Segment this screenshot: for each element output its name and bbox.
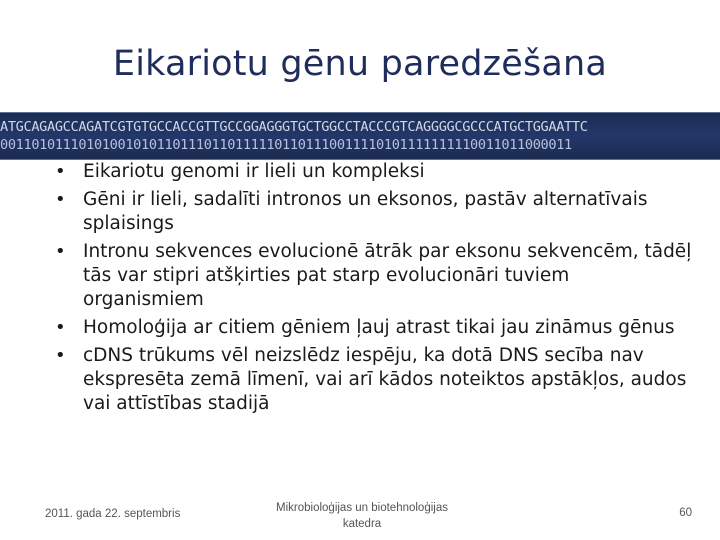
footer-department [262,500,462,532]
bullet-text: Eikariotu genomi ir lieli un kompleksi [83,161,425,182]
bullet-icon: • [55,345,66,366]
bullet-item [55,316,695,340]
bullet-list [55,160,695,420]
bullet-icon: • [55,161,66,182]
binary-sequence-text: 0011010111010100101011011101101111101101110011110101111111110011011000011 [0,137,572,153]
bullet-text: Intronu sekvences evolucionē ātrāk par eksonu sekvencēm, tādēļ tās var stipri atšķirties pat starp evolucionāri tuviem organismiem [83,241,692,310]
bullet-text: cDNS trūkums vēl neizslēdz iespēju, ka dotā DNS secība nav ekspresēta zemā līmenī, vai arī kādos noteiktos apstākļos, audos vai attīstības stadijā [83,345,687,414]
footer-department-line1: Mikrobioloģijas un biotehnoloģijas [276,502,448,514]
footer-department-line2: katedra [342,518,382,530]
bullet-item [55,188,695,236]
dna-sequence-text: ATGCAGAGCCAGATCGTGTGCCACCGTTGCCGGAGGGTGCTGGCCTACCCGTCAGGGGCGCCCATGCTGGAATTC [0,119,588,135]
bullet-text: Homoloģija ar citiem gēniem ļauj atrast tikai jau zināmus gēnus [83,317,675,338]
footer-date: 2011. gada 22. septembris [45,508,181,520]
bullet-item [55,240,695,312]
slide-title: Eikariotu gēnu paredzēšana [112,44,608,84]
page-number: 60 [679,507,692,519]
bullet-text: Gēni ir lieli, sadalīti intronos un eksonos, pastāv alternatīvais splaisings [83,189,648,234]
bullet-item [55,160,695,184]
bullet-icon: • [55,317,66,338]
bullet-icon: • [55,241,66,262]
bullet-item [55,344,695,416]
dna-banner [0,112,720,160]
bullet-icon: • [55,189,66,210]
